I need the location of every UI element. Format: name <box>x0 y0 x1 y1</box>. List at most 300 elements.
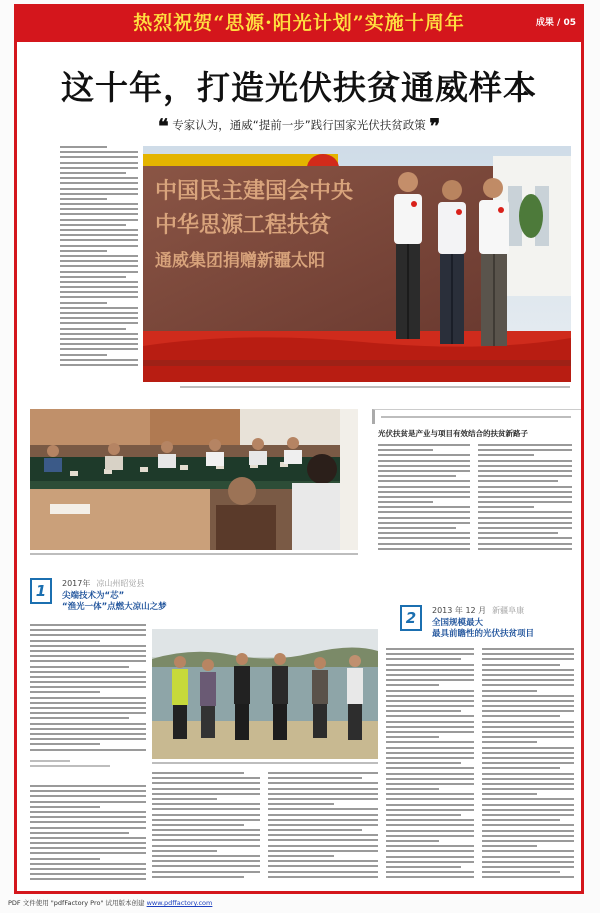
text-line <box>30 712 146 714</box>
text-line <box>386 793 474 795</box>
text-line <box>482 741 537 743</box>
text-line <box>60 213 138 215</box>
text-line <box>152 819 260 821</box>
text-line <box>30 629 146 631</box>
text-line <box>268 808 378 810</box>
text-line <box>386 684 439 686</box>
section-2-col-2 <box>482 648 574 884</box>
text-line <box>478 543 572 545</box>
text-line <box>482 757 574 759</box>
text-line <box>482 736 574 738</box>
text-line <box>386 705 474 707</box>
text-line <box>482 824 574 826</box>
text-line <box>30 842 146 844</box>
text-line <box>30 697 146 699</box>
text-line <box>268 845 378 847</box>
text-line <box>60 307 138 309</box>
text-line <box>30 852 146 854</box>
open-quote-icon: ❝ <box>157 114 169 138</box>
text-line <box>30 676 146 678</box>
text-line <box>60 260 138 262</box>
text-line <box>386 715 474 717</box>
text-line <box>378 475 456 477</box>
text-line <box>386 648 474 650</box>
text-line <box>386 824 474 826</box>
text-line <box>478 537 572 539</box>
text-line <box>482 804 574 806</box>
text-line <box>268 834 378 836</box>
text-line <box>30 806 100 808</box>
text-line <box>482 762 574 764</box>
text-line <box>268 865 378 867</box>
text-line <box>378 480 470 482</box>
text-line <box>482 876 574 878</box>
text-line <box>386 674 474 676</box>
text-line <box>378 465 470 467</box>
text-line <box>386 856 474 858</box>
text-line <box>482 726 574 728</box>
text-line <box>60 167 138 169</box>
pdf-footer <box>8 898 212 907</box>
text-line <box>152 793 260 795</box>
text-line <box>478 486 572 488</box>
section-2-number: 2 <box>400 605 422 631</box>
text-line <box>30 660 146 662</box>
text-line <box>482 814 574 816</box>
text-line <box>386 726 474 728</box>
text-line <box>268 850 378 852</box>
text-line <box>152 850 217 852</box>
text-line <box>60 271 138 273</box>
text-line <box>152 845 260 847</box>
text-line <box>60 151 138 153</box>
text-line <box>386 664 474 666</box>
section-2-place: 新疆阜康 <box>492 606 525 615</box>
text-line <box>30 691 100 693</box>
text-line <box>478 475 572 477</box>
text-line <box>268 782 378 784</box>
text-line <box>482 664 560 666</box>
text-line <box>386 819 474 821</box>
text-line <box>60 348 138 350</box>
text-line <box>482 674 574 676</box>
text-line <box>482 721 574 723</box>
text-line <box>386 679 474 681</box>
text-line <box>386 767 474 769</box>
section-2-title-1: 全国规模最大 <box>432 618 484 628</box>
text-line <box>378 532 470 534</box>
text-line <box>482 809 574 811</box>
text-line <box>268 829 362 831</box>
text-line <box>482 840 574 842</box>
text-line <box>386 762 461 764</box>
text-line <box>60 224 126 226</box>
text-line <box>482 653 574 655</box>
text-line <box>378 449 433 451</box>
text-line <box>152 824 244 826</box>
text-line <box>482 773 574 775</box>
text-line <box>482 705 574 707</box>
main-photo <box>143 146 571 382</box>
text-line <box>30 733 146 735</box>
text-line <box>30 795 146 797</box>
text-line <box>60 364 138 366</box>
text-line <box>386 804 474 806</box>
text-line <box>30 738 146 740</box>
side-article-col-2 <box>478 444 572 556</box>
text-line <box>30 650 146 652</box>
section-1-col-mid-b <box>268 772 378 884</box>
text-line <box>268 777 362 779</box>
section-2-title-2: 最具前瞻性的光伏扶贫项目 <box>432 629 535 639</box>
text-line <box>386 871 474 873</box>
text-line <box>60 255 138 257</box>
text-line <box>482 830 574 832</box>
pdf-footer-link[interactable]: www.pdffactory.com <box>146 899 213 907</box>
text-line <box>30 681 146 683</box>
text-line <box>60 156 138 158</box>
text-line <box>482 658 574 660</box>
main-photo-image <box>143 146 571 382</box>
text-line <box>386 788 439 790</box>
text-line <box>60 234 138 236</box>
text-line <box>386 752 474 754</box>
text-line <box>30 640 100 642</box>
text-line <box>386 710 461 712</box>
text-line <box>386 845 474 847</box>
text-line <box>30 634 146 636</box>
section-1-number: 1 <box>30 578 52 604</box>
text-line <box>60 245 138 247</box>
anniversary-banner <box>14 4 584 42</box>
text-line <box>152 777 260 779</box>
text-line <box>60 188 138 190</box>
text-line <box>386 658 461 660</box>
subheadline <box>18 114 580 138</box>
text-line <box>378 501 433 503</box>
text-line <box>268 839 378 841</box>
text-line <box>60 286 138 288</box>
text-line <box>386 778 474 780</box>
text-line <box>386 690 474 692</box>
text-line <box>478 491 572 493</box>
text-line <box>30 790 146 792</box>
text-line <box>30 717 129 719</box>
text-line <box>30 645 146 647</box>
section-1-col-mid-a <box>152 772 260 884</box>
text-line <box>378 470 470 472</box>
text-line <box>60 203 138 205</box>
text-line <box>378 491 470 493</box>
text-line <box>482 856 574 858</box>
text-line <box>386 700 474 702</box>
text-line <box>478 532 558 534</box>
text-line <box>378 496 470 498</box>
text-line <box>60 296 138 298</box>
text-line <box>268 793 378 795</box>
text-line <box>378 543 470 545</box>
text-line <box>60 198 107 200</box>
text-line <box>386 731 474 733</box>
text-line <box>386 783 474 785</box>
text-line <box>30 785 146 787</box>
fishery-visit-photo <box>152 629 378 759</box>
text-line <box>152 865 260 867</box>
svg-text:中国民主建国会中央: 中国民主建国会中央 <box>155 178 354 204</box>
svg-text:通威集团捐赠新疆太阳: 通威集团捐赠新疆太阳 <box>155 251 325 271</box>
text-line <box>30 655 146 657</box>
section-2-header <box>400 605 578 637</box>
text-line <box>152 839 260 841</box>
text-line <box>378 548 470 550</box>
text-line <box>478 460 572 462</box>
text-line <box>482 871 560 873</box>
text-line <box>30 847 146 849</box>
text-line <box>378 460 470 462</box>
text-line <box>60 193 138 195</box>
text-line <box>60 317 138 319</box>
text-line <box>268 860 378 862</box>
text-line <box>386 747 474 749</box>
text-line <box>268 814 378 816</box>
side-article-header <box>372 409 581 424</box>
text-line <box>482 850 574 852</box>
text-line <box>482 648 574 650</box>
banner-title: 热烈祝贺“思源·阳光计划”实施十周年 <box>133 12 465 34</box>
section-1-title-2: “渔光一体”点燃大凉山之梦 <box>62 602 167 612</box>
text-line <box>478 548 572 550</box>
text-line <box>378 527 456 529</box>
text-line <box>30 743 100 745</box>
text-line <box>482 710 574 712</box>
text-line <box>482 767 560 769</box>
text-line <box>378 506 470 508</box>
subheadline-text: 专家认为，通威“提前一步”践行国家光伏扶贫政策 <box>172 118 426 132</box>
text-line <box>152 876 244 878</box>
text-line <box>478 511 572 513</box>
text-line <box>478 454 534 456</box>
side-article-title: 光伏扶贫是产业与项目有效结合的扶贫新路子 <box>378 429 528 438</box>
section-1-text-bottom <box>30 785 146 885</box>
text-line <box>482 845 537 847</box>
section-1-title-1: 尖端技术为“芯” <box>62 591 125 601</box>
section-2-date-line <box>432 605 524 616</box>
text-line <box>30 702 146 704</box>
text-line <box>152 808 260 810</box>
text-line <box>482 731 574 733</box>
text-line <box>152 834 260 836</box>
text-line <box>30 837 146 839</box>
text-line <box>152 788 260 790</box>
text-line <box>60 265 138 267</box>
text-line <box>482 861 574 863</box>
section-1-text-top <box>30 624 146 758</box>
text-line <box>60 219 138 221</box>
text-line <box>30 816 146 818</box>
text-line <box>152 860 260 862</box>
text-line <box>60 338 138 340</box>
text-line <box>378 522 470 524</box>
text-line <box>268 798 378 800</box>
text-line <box>60 276 126 278</box>
section-1-header <box>30 578 260 610</box>
text-line <box>386 840 439 842</box>
fishery-visit-photo-image <box>152 629 378 759</box>
text-line <box>386 809 474 811</box>
text-line <box>378 511 470 513</box>
text-line <box>60 182 138 184</box>
section-1-date-line <box>62 578 144 589</box>
text-line <box>482 778 574 780</box>
text-line <box>60 281 138 283</box>
text-line <box>482 684 574 686</box>
text-line <box>378 444 470 446</box>
text-line <box>30 873 146 875</box>
text-line <box>60 333 138 335</box>
text-line <box>30 858 100 860</box>
text-line <box>482 835 574 837</box>
text-line <box>386 757 474 759</box>
text-line <box>378 537 470 539</box>
text-line <box>478 470 572 472</box>
svg-text:中华思源工程扶贫: 中华思源工程扶贫 <box>155 212 332 238</box>
text-line <box>152 871 260 873</box>
text-line <box>478 496 572 498</box>
text-line <box>478 444 572 446</box>
text-line <box>60 354 107 356</box>
text-line <box>30 832 129 834</box>
text-line <box>482 793 537 795</box>
text-line <box>386 741 474 743</box>
text-line <box>152 782 260 784</box>
text-line <box>386 669 474 671</box>
text-line <box>386 814 461 816</box>
fishery-photo-caption <box>152 761 378 767</box>
text-line <box>30 686 146 688</box>
headline: 这十年，打造光伏扶贫通威样本 <box>61 68 537 107</box>
text-line <box>60 291 138 293</box>
meeting-photo-image <box>30 409 358 550</box>
text-line <box>268 788 378 790</box>
text-line <box>60 239 138 241</box>
section-1-date: 2017年 <box>62 579 91 588</box>
text-line <box>482 819 560 821</box>
text-line <box>152 798 217 800</box>
text-line <box>60 359 138 361</box>
text-line <box>30 878 146 880</box>
text-line <box>478 506 534 508</box>
text-line <box>386 653 474 655</box>
text-line <box>60 322 138 324</box>
text-line <box>268 871 378 873</box>
text-line <box>60 162 138 164</box>
text-line <box>268 876 378 878</box>
text-line <box>482 798 574 800</box>
text-line <box>60 250 107 252</box>
text-line <box>482 695 574 697</box>
text-line <box>478 501 572 503</box>
text-line <box>30 868 146 870</box>
text-line <box>478 449 572 451</box>
section-2-date: 2013 年 12 月 <box>432 606 487 615</box>
text-line <box>378 517 470 519</box>
text-line <box>30 811 146 813</box>
text-line <box>60 343 138 345</box>
close-quote-icon: ❞ <box>429 114 441 138</box>
pdf-footer-text: PDF 文件使用 "pdfFactory Pro" 试用版本创建 <box>8 899 145 907</box>
text-line <box>30 827 146 829</box>
text-line <box>268 855 334 857</box>
text-line <box>152 829 260 831</box>
text-line <box>60 328 126 330</box>
text-line <box>482 752 574 754</box>
text-line <box>478 465 572 467</box>
text-line <box>482 690 537 692</box>
text-line <box>30 671 146 673</box>
text-line <box>152 772 244 774</box>
text-line <box>386 721 474 723</box>
text-line <box>30 707 146 709</box>
main-photo-caption <box>180 385 570 391</box>
text-line <box>60 302 107 304</box>
text-line <box>30 821 146 823</box>
text-line <box>482 715 560 717</box>
text-line <box>268 819 378 821</box>
text-line <box>152 855 260 857</box>
text-line <box>386 866 461 868</box>
text-line <box>478 480 558 482</box>
section-1-inset-heading <box>30 760 146 784</box>
text-line <box>482 783 574 785</box>
text-line <box>478 527 572 529</box>
text-line <box>386 876 474 878</box>
text-line <box>60 312 138 314</box>
text-line <box>386 861 474 863</box>
text-line <box>386 773 474 775</box>
side-article-col-1 <box>378 444 470 556</box>
text-line <box>482 700 574 702</box>
text-line <box>30 723 146 725</box>
text-line <box>268 803 334 805</box>
meeting-photo <box>30 409 358 550</box>
text-line <box>152 814 260 816</box>
text-line <box>378 486 470 488</box>
text-line <box>386 695 474 697</box>
text-line <box>30 801 146 803</box>
text-line <box>386 798 474 800</box>
section-1-place: 凉山州昭觉县 <box>96 579 145 588</box>
text-line <box>268 772 378 774</box>
text-line <box>386 850 474 852</box>
text-line <box>60 146 107 148</box>
text-line <box>386 835 474 837</box>
text-line <box>482 866 574 868</box>
page-number: 成果 / 05 <box>535 18 576 28</box>
text-line <box>268 824 378 826</box>
text-line <box>30 728 146 730</box>
text-line <box>60 229 138 231</box>
text-line <box>30 863 146 865</box>
text-line <box>30 666 129 668</box>
text-line <box>386 830 474 832</box>
text-line <box>386 736 439 738</box>
text-line <box>482 669 574 671</box>
text-line <box>482 788 574 790</box>
text-line <box>482 679 574 681</box>
text-line <box>30 749 146 751</box>
text-line <box>30 624 146 626</box>
text-line <box>478 517 572 519</box>
